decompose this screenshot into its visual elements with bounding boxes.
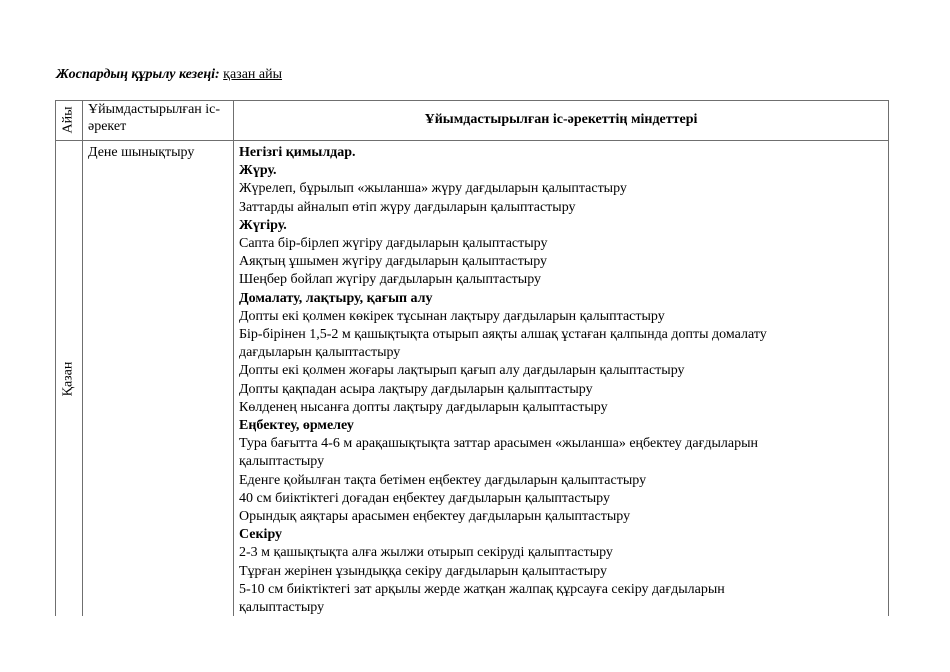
plan-period-value: қазан айы [223,67,283,82]
task-line: Тұрған жерінен ұзындыққа секіру дағдыларын қалыптастыру [239,563,607,579]
task-line: Шеңбер бойлап жүгіру дағдыларын қалыптастыру [239,272,542,288]
task-line: Еденге қойылған тақта бетімен еңбектеу дағдыларын қалыптастыру [239,472,647,488]
activity-column-header: Ұйымдастырылған іс-әрекет [88,102,221,134]
tasks-cell [239,144,884,617]
table-header-divider [55,140,889,141]
month-column-header-text: Айы [60,106,76,134]
task-line: Көлденең нысанға допты лақтыру дағдыларын қалыптастыру [239,399,608,415]
task-line: Сапта бір-бірлеп жүгіру дағдыларын қалыптастыру [239,236,548,252]
task-line: 40 см биіктіктегі доғадан еңбектеу дағдыларын қалыптастыру [239,490,610,506]
task-line: Аяқтың ұшымен жүгіру дағдыларын қалыптастыру [239,254,548,270]
month-cell [55,141,82,616]
task-line: қалыптастыру [239,600,325,616]
table-right-border [888,100,889,616]
task-line: Допты екі қолмен жоғары лақтырып қағып алу дағдыларын қалыптастыру [239,363,685,379]
task-section-heading: Домалату, лақтыру, қағып алу [239,290,433,306]
task-line: Орындық аяқтары арасымен еңбектеу дағдыларын қалыптастыру [239,509,631,525]
task-section-heading: Жүру. [239,163,277,179]
task-section-heading: Негізгі қимылдар. [239,145,356,160]
table-column-divider-1 [82,100,83,616]
month-cell-text: Қазан [60,361,76,396]
task-line: Заттарды айналып өтіп жүру дағдыларын қалыптастыру [239,199,576,215]
task-section-heading: Секіру [239,527,283,543]
task-line: Допты екі қолмен көкірек тұсынан лақтыру дағдыларын қалыптастыру [239,308,665,324]
task-line: Бір-бірінен 1,5-2 м қашықтықта отырып аяқты алшақ ұстаған қалпында допты домалату [239,327,767,343]
task-section-heading: Еңбектеу, өрмелеу [239,418,354,434]
task-section-heading: Жүгіру. [239,217,287,233]
task-line: қалыптастыру [239,454,325,470]
task-line: Жүрелеп, бұрылып «жыланша» жүру дағдыларын қалыптастыру [239,181,627,197]
plan-period-label: Жоспардың құрылу кезеңі: [56,67,220,82]
task-line: Тура бағытта 4-6 м арақашықтықта заттар арасымен «жыланша» еңбектеу дағдыларын [239,436,759,452]
task-line: 2-3 м қашықтықта алға жылжи отырып секіруді қалыптастыру [239,545,613,561]
plan-period-heading [56,66,282,84]
tasks-column-header: Ұйымдастырылған іс-әрекеттің міндеттері [424,112,698,127]
activity-cell: Дене шынықтыру [88,145,195,160]
month-column-header [55,100,82,140]
task-line: 5-10 см биіктіктегі зат арқылы жерде жатқан жалпақ құрсауға секіру дағдыларын [239,581,725,597]
table-column-divider-2 [233,100,234,616]
task-line: дағдыларын қалыптастыру [239,345,401,361]
task-line: Допты қақпадан асыра лақтыру дағдыларын қалыптастыру [239,381,593,397]
